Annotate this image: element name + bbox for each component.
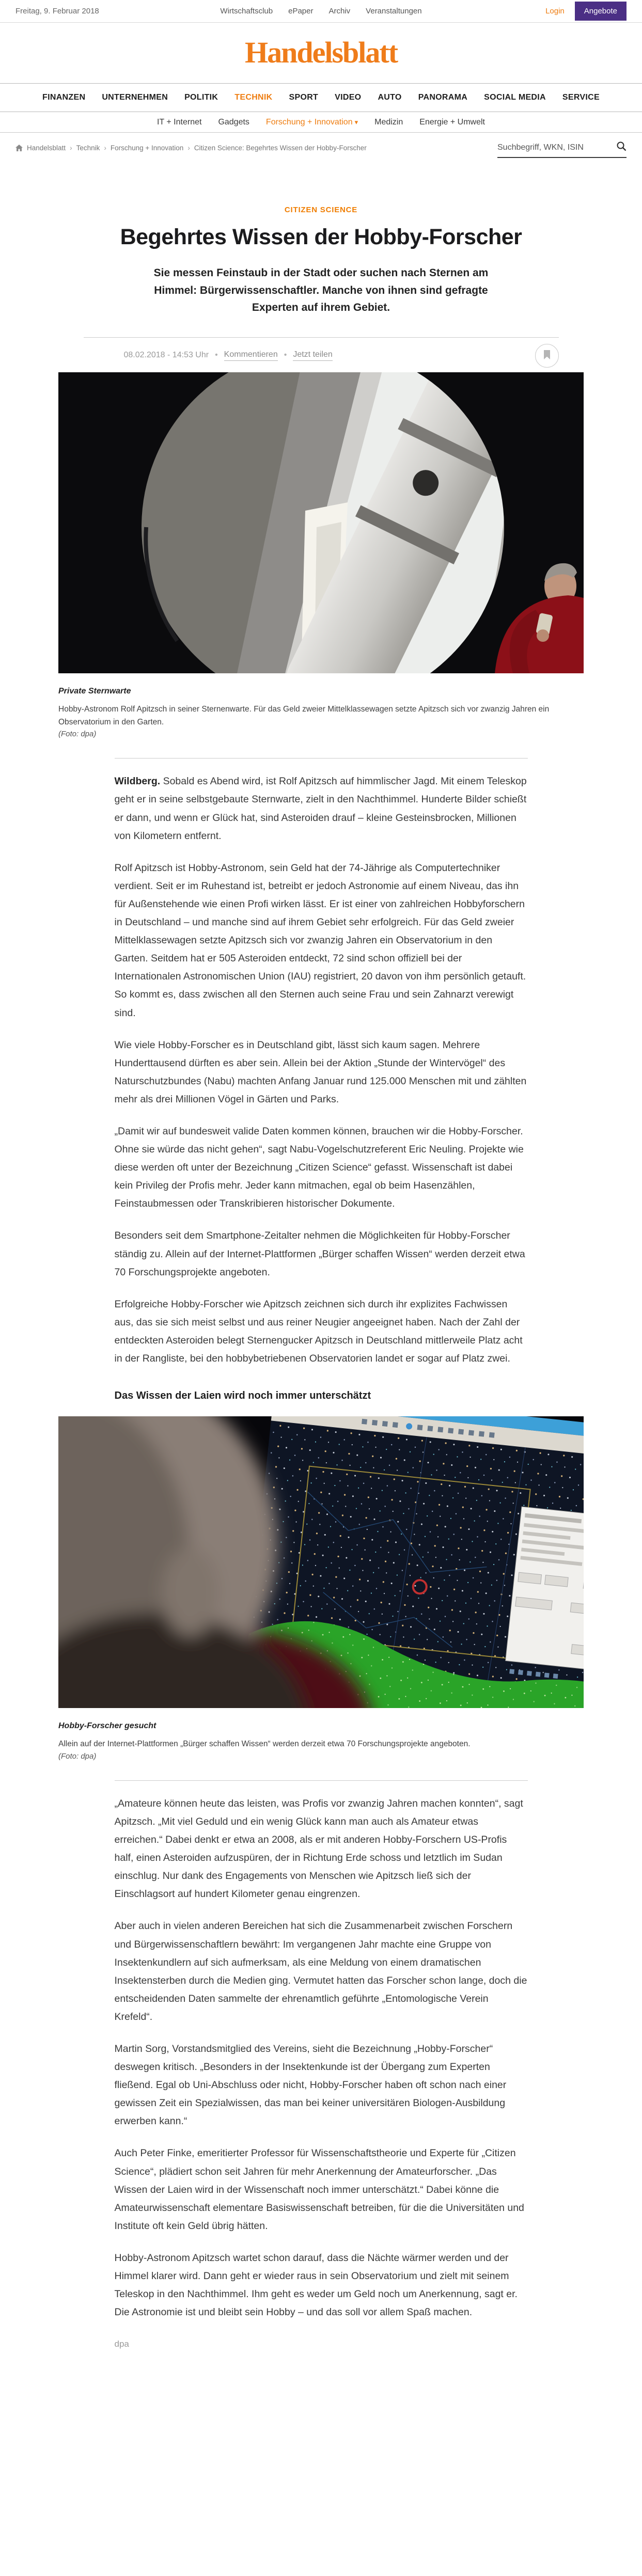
home-icon[interactable] [15, 145, 23, 151]
article-figure-software [58, 1416, 584, 1761]
paragraph: Besonders seit dem Smartphone-Zeitalter nehmen die Möglichkeiten für Hobby-Forscher ständig zu. Allein auf der Internet-Plattformen „Bürger schaffen Wissen“ werden derzeit etwa 70 Forschungsprojekte angeboten. [114, 1230, 525, 1278]
article-body [115, 772, 528, 1405]
article-body-continued [115, 1795, 528, 2321]
nav-item-video[interactable]: VIDEO [335, 93, 362, 102]
subnav-item-it-internet[interactable]: IT + Internet [157, 117, 202, 127]
paragraph: Rolf Apitzsch ist Hobby-Astronom, sein Geld hat der 74-Jährige als Computertechniker verdient. Seit er im Ruhestand ist, betreibt er jedoch Astronomie auf einem Niveau, das ihn für Außenstehende wie einen Profi wirken lässt. Er ist einer von zahlreichen Hobbyforschern in Deutschland – und manche sind auf ihrem Gebiet sehr erfolgreich. Für das Geld zweier Mittelklassewagen setzte Apitzsch sich vor zwanzig Jahren ein Observatorium in den Garten. Seitdem hat er 505 Asteroiden entdeckt, 72 sind schon offiziell bei der Internationalen Astronomischen Union (IAU) registriert, 20 davon von ihm persönlich getauft. So kommt es, dass zwischen all den Sternen auch seine Frau und sein Zahnarzt verewigt sind. [114, 862, 526, 1019]
article-figure-observatory [58, 372, 584, 739]
top-bar [0, 0, 642, 23]
paragraph: Auch Peter Finke, emeritierter Professor für Wissenschaftstheorie und Experte für „Citizen Science“, plädiert schon seit Jahren für mehr Anerkennung der Amateurforscher. „Das Wissen der Laien wird in der Wissenschaft noch immer unterschätzt.“ Dabei könne die Amateurwissenschaft elementare Basiswissenschaft betreiben, für die die Universitäten und Institute oft kein Geld übrig hätten. [114, 2147, 524, 2232]
top-link-wirtschaftsclub[interactable]: Wirtschaftsclub [220, 7, 273, 15]
dateline: Wildberg. [114, 776, 161, 787]
paragraph: Erfolgreiche Hobby-Forscher wie Apitzsch zeichnen sich durch ihr explizites Fachwissen aus, das sie sich meist selbst und aus reiner Neugier angeeignet haben. Nach der Zahl der entdeckten Asteroiden belegt Sternengucker Apitzsch in Deutschland mittlerweile Platz acht in der Rangliste, bei den hobbybetriebenen Observatorien landet er sogar auf Platz zwei. [114, 1298, 523, 1364]
masthead [0, 23, 642, 83]
current-date: Freitag, 9. Februar 2018 [15, 7, 99, 15]
observatory-photo [58, 372, 584, 673]
breadcrumb-forschung[interactable]: Forschung + Innovation [110, 144, 184, 152]
breadcrumb-home[interactable]: Handelsblatt [27, 144, 66, 152]
login-link[interactable]: Login [545, 7, 565, 15]
article-title: Begehrtes Wissen der Hobby-Forscher [120, 225, 522, 249]
paragraph: Wildberg. Sobald es Abend wird, ist Rolf Apitzsch auf himmlischer Jagd. Mit einem Teleskop geht er in seine selbstgebaute Sternwarte, zielt in den Nachthimmel. Hunderte Bilder schießt er dann, und wenn er Glück hat, sind Asteroiden drauf – kleine Gesteinsbrocken, Millionen von Kilometern entfernt. [114, 776, 527, 842]
subnav-item-energie-umwelt[interactable]: Energie + Umwelt [419, 117, 485, 127]
nav-item-sport[interactable]: SPORT [289, 93, 319, 102]
handelsblatt-logo[interactable]: Handelsblatt [244, 36, 398, 69]
breadcrumb [15, 141, 497, 152]
breadcrumb-current: Citizen Science: Begehrtes Wissen der Hobby-Forscher [194, 144, 367, 152]
search-input[interactable] [497, 143, 616, 152]
top-links [220, 7, 421, 15]
subnav-item-gadgets[interactable]: Gadgets [218, 117, 249, 127]
breadcrumb-separator: › [70, 144, 72, 152]
article-meta [84, 337, 559, 361]
breadcrumb-technik[interactable]: Technik [76, 144, 100, 152]
search-icon[interactable] [616, 141, 627, 154]
top-link-epaper[interactable]: ePaper [288, 7, 314, 15]
subnav-item-forschung-innovation[interactable]: Forschung + Innovation ▾ [265, 117, 358, 127]
meta-bullet: • [215, 351, 218, 360]
nav-item-auto[interactable]: AUTO [378, 93, 402, 102]
article-kicker: CITIZEN SCIENCE [284, 206, 358, 214]
top-link-archiv[interactable]: Archiv [328, 7, 351, 15]
nav-item-service[interactable]: SERVICE [562, 93, 600, 102]
paragraph: „Amateure können heute das leisten, was Profis vor zwanzig Jahren machen konnten“, sagt Apitzsch. „Mit viel Geduld und ein wenig Glück kann man auch als Amateur etwas erreichen.“ Dabei denkt er etwa an 2008, als er mit anderen Hobby-Forschern US-Profis half, einen Asteroiden aufzuspüren, der in Richtung Erde schoss und letztlich im Sudan einschlug. Nur dank des Engagements von Menschen wie Apitzsch ließ sich der Einschlagsort auf hundert Kilometer genau eingrenzen. [114, 1797, 523, 1900]
angebote-button[interactable]: Angebote [575, 2, 627, 21]
paragraph: Martin Sorg, Vorstandsmitglied des Vereins, sieht die Bezeichnung „Hobby-Forscher“ deswegen kritisch. „Besonders in der Insektenkunde ist der Übergang zum Experten fließend. Egal ob Uni-Abschluss oder nicht, Hobby-Forscher haben oft schon nach einer gewissen Zeit ein Spezialwissen, das man bei keiner universitären Biologen-Ausbildung erwerben kann.“ [114, 2043, 507, 2127]
publish-datetime: 08.02.2018 - 14:53 Uhr [123, 351, 209, 360]
paragraph: Wie viele Hobby-Forscher es in Deutschland gibt, lässt sich kaum sagen. Mehrere Hunderttausend dürften es aber sein. Allein bei der Aktion „Stunde der Wintervögel“ des Naturschutzbundes (Nabu) machten Anfang Januar rund 125.000 Menschen mit und zählten mehr als drei Millionen Vögel in Gärten und Parks. [114, 1039, 527, 1105]
meta-bullet: • [284, 351, 287, 360]
figure1-caption-text: Hobby-Astronom Rolf Apitzsch in seiner Sternenwarte. Für das Geld zweier Mittelklassewagen setzte Apitzsch sich vor zwanzig Jahren ein Observatorium in den Garten. [58, 704, 550, 726]
article-subheading: Das Wissen der Laien wird noch immer unterschätzt [114, 1390, 371, 1402]
share-link[interactable]: Jetzt teilen [293, 350, 332, 361]
nav-item-social-media[interactable]: SOCIAL MEDIA [484, 93, 546, 102]
comment-link[interactable]: Kommentieren [224, 350, 278, 361]
nav-item-politik[interactable]: POLITIK [184, 93, 218, 102]
paragraph: Hobby-Astronom Apitzsch wartet schon darauf, dass die Nächte wärmer werden und der Himmel klarer wird. Dann geht er wieder raus in sein Observatorium und zielt mit seinem Teleskop in den Nachthimmel. Ihm geht es weder um Geld noch um Anerkennung, sagt er. Die Astronomie ist und bleibt sein Hobby – und das soll vor allem Spaß machen. [114, 2252, 518, 2318]
figure1-photo-credit: (Foto: dpa) [58, 730, 97, 739]
technik-sub-navigation [0, 112, 642, 133]
nav-item-unternehmen[interactable]: UNTERNEHMEN [102, 93, 168, 102]
starmap-screen-photo [58, 1416, 584, 1708]
nav-item-technik[interactable]: TECHNIK [234, 93, 273, 102]
source-agency: dpa [114, 2339, 129, 2349]
main-navigation [0, 83, 642, 112]
breadcrumb-separator: › [187, 144, 190, 152]
figure1-caption-title: Private Sternwarte [58, 686, 131, 696]
figure2-photo-credit: (Foto: dpa) [58, 1751, 97, 1761]
divider [115, 1780, 528, 1781]
breadcrumb-separator: › [104, 144, 106, 152]
chevron-down-icon: ▾ [354, 118, 358, 126]
paragraph: Aber auch in vielen anderen Bereichen hat sich die Zusammenarbeit zwischen Forschern und Bürgerwissenschaftlern bewährt: Im vergangenen Jahr machte eine Gruppe von Insektenkundlern auf sich aufmerksam, als eine Meldung von einem dramatischen Insektensterben durch die Medien ging. Vermutet hatten das Forscher schon lange, doch die entscheidenden Daten sammelte der ehrenamtlich geführte „Entomologische Verein Krefeld“. [114, 1920, 527, 2022]
paragraph: „Damit wir auf bundesweit valide Daten kommen können, brauchen wir die Hobby-Forscher. Ohne sie würde das nicht gehen“, sagt Nabu-Vogelschutzreferent Eric Neuling. Projekte wie diese werden oft unter der Bezeichnung „Citizen Science“ gefasst. Wissenschaft ist dabei kein Privileg der Profis mehr. Jeder kann mitmachen, egal ob beim Hasenzählen, Feinstaubmessen oder Transkribieren historischer Dokumente. [114, 1125, 524, 1210]
figure2-caption-title: Hobby-Forscher gesucht [58, 1721, 156, 1731]
nav-item-finanzen[interactable]: FINANZEN [42, 93, 86, 102]
nav-item-panorama[interactable]: PANORAMA [418, 93, 468, 102]
top-link-veranstaltungen[interactable]: Veranstaltungen [366, 7, 422, 15]
figure2-caption-text: Allein auf der Internet-Plattformen „Bürger schaffen Wissen“ werden derzeit etwa 70 Forschungsprojekte angeboten. [58, 1740, 471, 1749]
bookmark-icon [543, 350, 551, 361]
bookmark-button[interactable] [535, 344, 559, 368]
article-lead: Sie messen Feinstaub in der Stadt oder suchen nach Sternen am Himmel: Bürgerwissenschaftler. Manche von ihnen sind gefragte Experten auf ihrem Gebiet. [153, 267, 489, 314]
subnav-item-medizin[interactable]: Medizin [374, 117, 403, 127]
search-box [497, 141, 627, 158]
